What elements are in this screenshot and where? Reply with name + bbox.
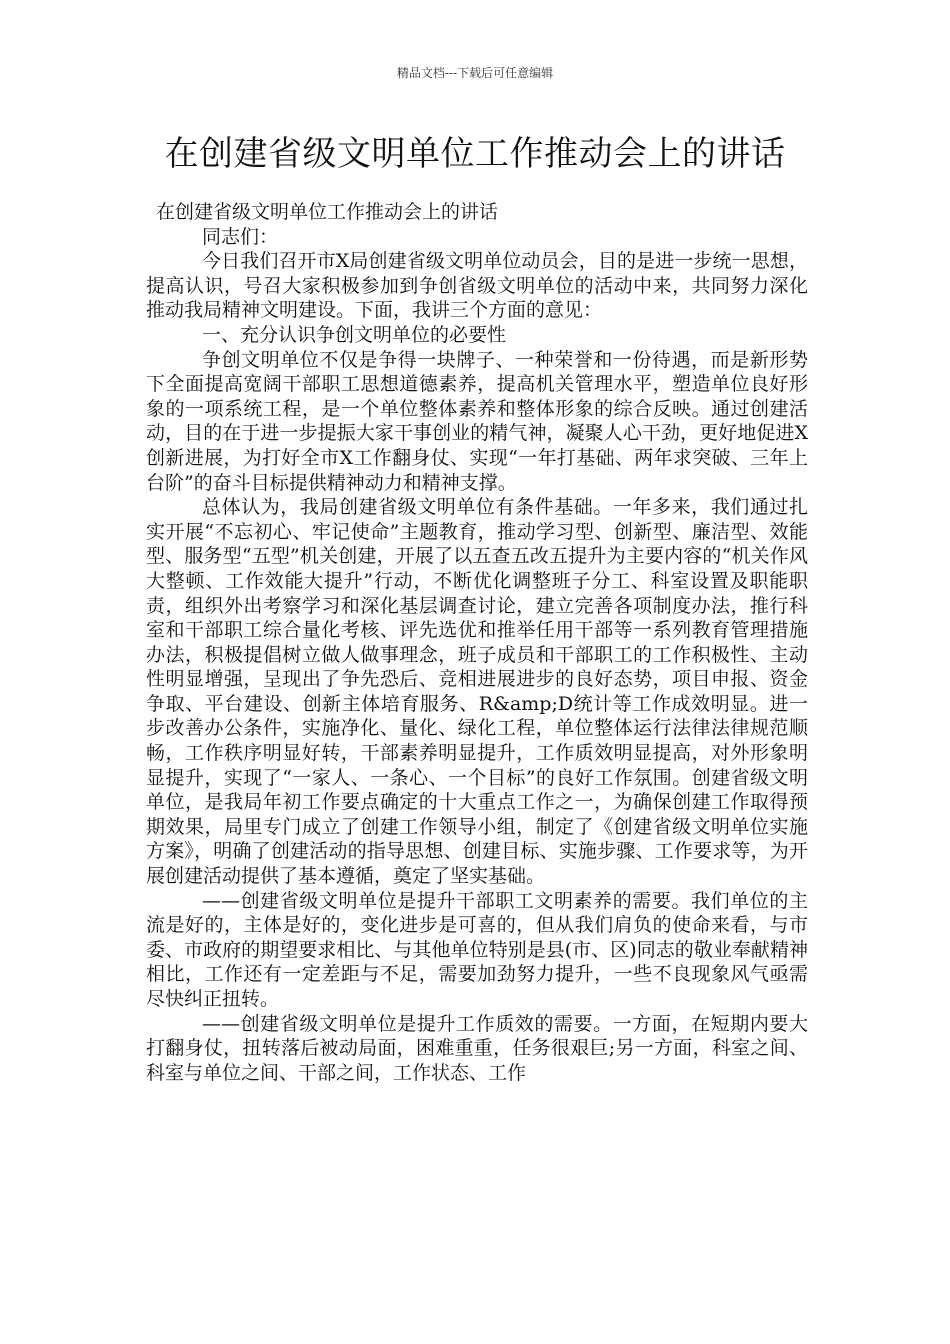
section-heading: 一、充分认识争创文明单位的必要性 bbox=[202, 323, 507, 346]
paragraph: ——创建省级文明单位是提升工作质效的需要。一方面，在短期内要大打翻身仗，扭转落后被动局面，困难重重，任务很艰巨;另一方面，科室之间、科室与单位之间、干部之间，工作状态、工作 bbox=[146, 1012, 808, 1084]
salutation: 同志们： bbox=[202, 225, 279, 248]
document-body bbox=[146, 200, 808, 1085]
paragraph: 今日我们召开市X局创建省级文明单位动员会，目的是进一步统一思想，提高认识，号召大家积极参加到争创省级文明单位的活动中来，共同努力深化推动我局精神文明建设。下面，我讲三个方面的意见： bbox=[146, 250, 808, 322]
paragraph: ——创建省级文明单位是提升干部职工文明素养的需要。我们单位的主流是好的，主体是好的，变化进步是可喜的，但从我们肩负的使命来看，与市委、市政府的期望要求相比、与其他单位特别是县(市、区)同志的敬业奉献精神相比，工作还有一定差距与不足，需要加劲努力提升，一些不良现象风气亟需尽快纠正扭转。 bbox=[146, 889, 808, 1010]
body-subtitle: 在创建省级文明单位工作推动会上的讲话 bbox=[156, 201, 499, 223]
document-title: 在创建省级文明单位工作推动会上的讲话 bbox=[164, 134, 786, 174]
page-header: 精品文档---下载后可任意编辑 bbox=[396, 66, 554, 80]
paragraph: 总体认为，我局创建省级文明单位有条件基础。一年多来，我们通过扎实开展“不忘初心、牢记使命”主题教育，推动学习型、创新型、廉洁型、效能型、服务型“五型”机关创建，开展了以五查五改五提升为主要内容的“机关作风大整顿、工作效能大提升”行动，不断优化调整班子分工、科室设置及职能职责，组织外出考察学习和深化基层调查讨论，建立完善各项制度办法，推行科室和干部职工综合量化考核、评先选优和推举任用干部等一系列教育管理措施办法，积极提倡树立做人做事理念，班子成员和干部职工的工作积极性、主动性明显增强，呈现出了争先恐后、竞相进展进步的良好态势，项目申报、资金争取、平台建设、创新主体培育服务、R&amp;D统计等工作成效明显。进一步改善办公条件，实施净化、量化、绿化工程，单位整体运行法律法律规范顺畅，工作秩序明显好转，干部素养明显提升，工作质效明显提高，对外形象明显提升，实现了“一家人、一条心、一个目标”的良好工作氛围。创建省级文明单位，是我局年初工作要点确定的十大重点工作之一，为确保创建工作取得预期效果，局里专门成立了创建工作领导小组，制定了《创建省级文明单位实施方案》，明确了创建活动的指导思想、创建目标、实施步骤、工作要求等，为开展创建活动提供了基本遵循，奠定了坚实基础。 bbox=[146, 496, 808, 888]
paragraph: 争创文明单位不仅是争得一块牌子、一种荣誉和一份待遇，而是新形势下全面提高宽阔干部职工思想道德素养，提高机关管理水平，塑造单位良好形象的一项系统工程，是一个单位整体素养和整体形象的综合反映。通过创建活动，目的在于进一步提振大家干事创业的精气神，凝聚人心干劲，更好地促进X创新进展，为打好全市X工作翻身仗、实现“一年打基础、两年求突破、三年上台阶”的奋斗目标提供精神动力和精神支撑。 bbox=[146, 348, 808, 494]
